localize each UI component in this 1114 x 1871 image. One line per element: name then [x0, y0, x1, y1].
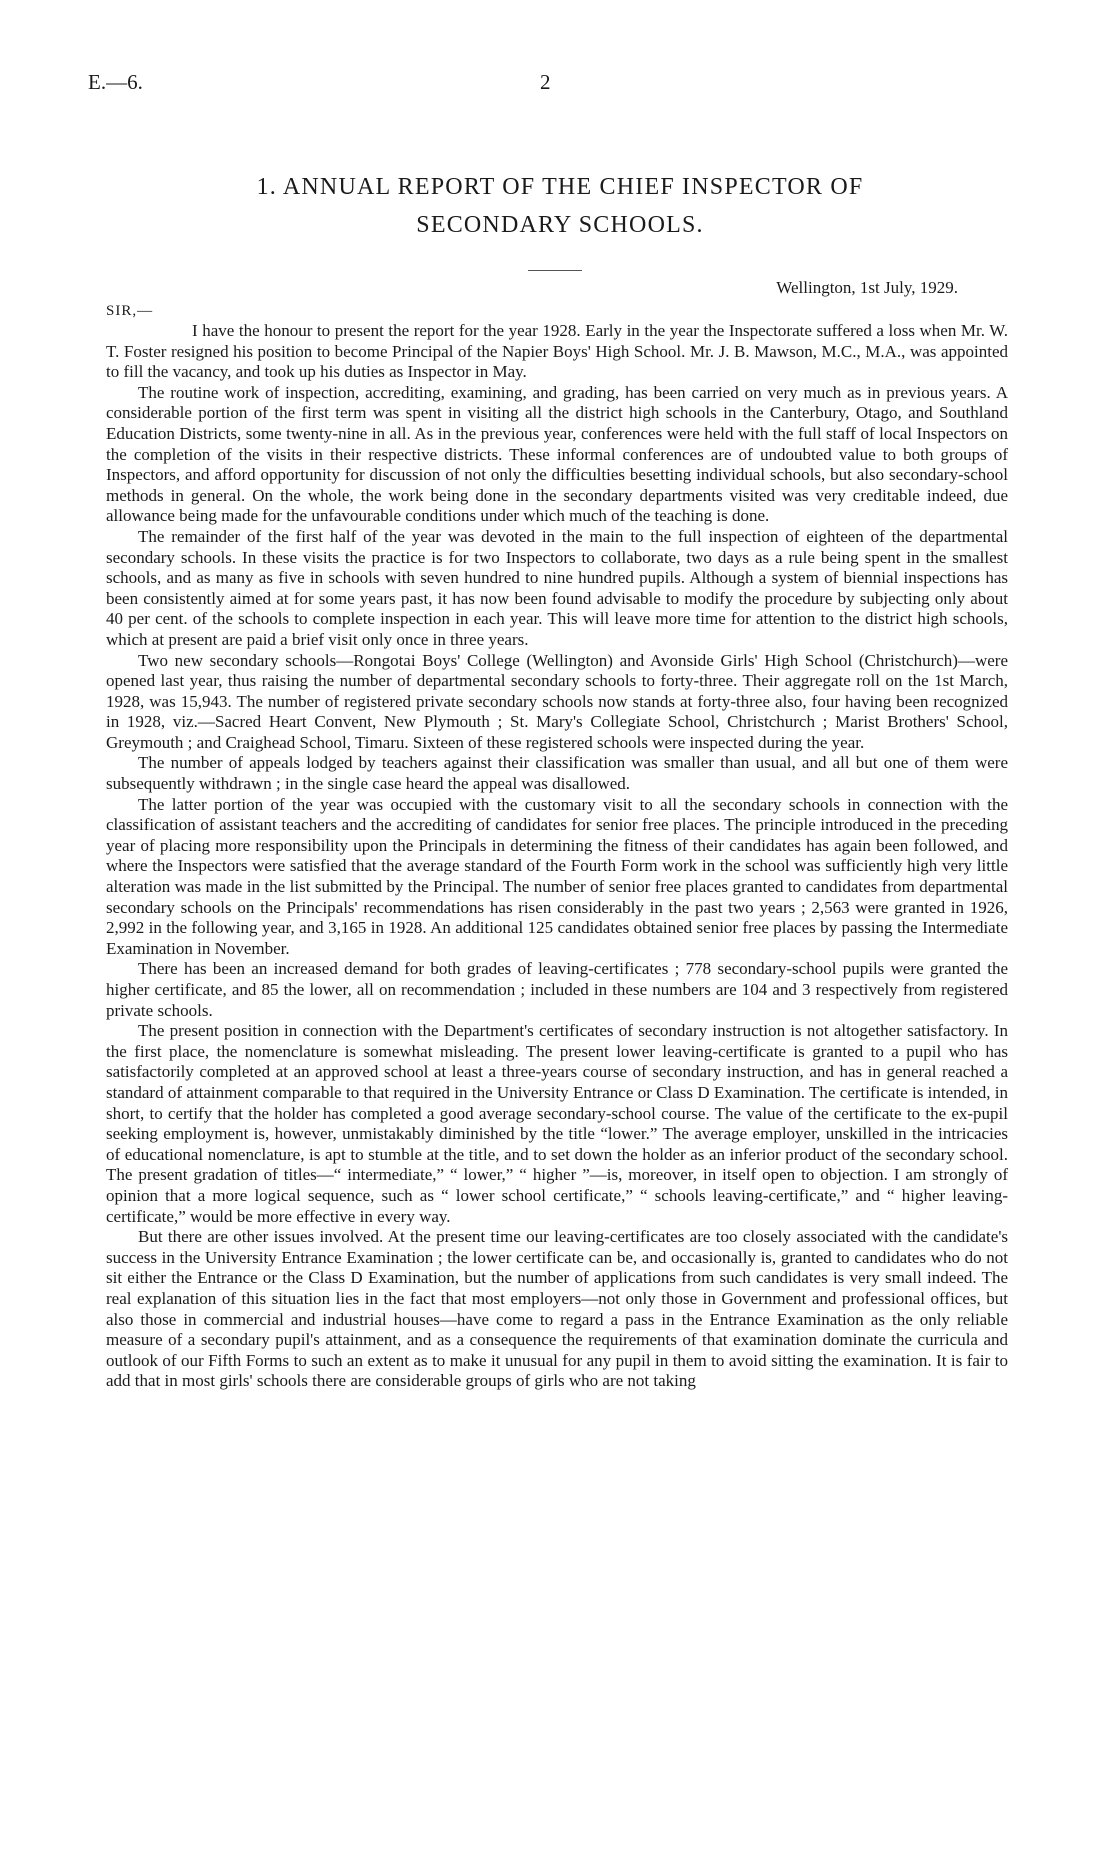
report-body [106, 321, 1008, 1392]
page-number: 2 [540, 70, 551, 94]
document-reference: E.—6. [88, 70, 143, 94]
paragraph-other-issues: But there are other issues involved. At the present time our leaving-certificates are too closely associated with the candidate's success in the University Entrance Examination ; the lower certificate can be, and occasionally is, granted to candidates who do not sit either the Entrance or the Class D Examination, but the number of applications from such candidates is very small indeed. The real explanation of this situation lies in the fact that most employers—not only those in Government and professional offices, but also those in commercial and industrial houses—have come to regard a pass in the Entrance Examination as the only reliable measure of a secondary pupil's attainment, and as a consequence the requirements of that examination dominate the curricula and outlook of our Fifth Forms to such an extent as to make it unusual for any pupil in them to avoid sitting the examination. It is fair to add that in most girls' schools there are considerable groups of girls who are not taking [106, 1227, 1008, 1391]
paragraph-certificate-nomenclature: The present position in connection with the Department's certificates of secondary instruction is not altogether satisfactory. In the first place, the nomenclature is somewhat misleading. The present lower leaving-certificate is granted to a pupil who has satisfactorily completed at an approved school at least a three-years course of secondary instruction, and has in general reached a standard of attainment comparable to that required in the University Entrance or Class D Examination. The certificate is intended, in short, to certify that the holder has completed a good average secondary-school course. The value of the certificate to the ex-pupil seeking employment is, however, unmistakably diminished by the title “lower.” The average employer, unskilled in the intricacies of educational nomenclature, is apt to stumble at the title, and to set down the holder as an inferior product of the secondary school. The present gradation of titles—“ intermediate,” “ lower,” “ higher ”—is, moreover, in itself open to objection. I am strongly of opinion that a more logical sequence, such as “ lower school certificate,” “ schools leaving-certificate,” and “ higher leaving-certificate,” would be more effective in every way. [106, 1021, 1008, 1226]
report-title-line-1: 1. ANNUAL REPORT OF THE CHIEF INSPECTOR OF [256, 174, 864, 200]
paragraph-introduction: I have the honour to present the report for the year 1928. Early in the year the Inspectorate suffered a loss when Mr. W. T. Foster resigned his position to become Principal of the Napier Boys' High School. Mr. J. B. Mawson, M.C., M.A., was appointed to fill the vacancy, and took up his duties as Inspector in May. [106, 321, 1008, 382]
title-divider [528, 270, 582, 271]
paragraph-inspections: The remainder of the first half of the year was devoted in the main to the full inspection of eighteen of the departmental secondary schools. In these visits the practice is for two Inspectors to collaborate, two days as a rule being spent in the smallest schools, and as many as five in schools with seven hundred to nine hundred pupils. Although a system of biennial inspections has been consistently aimed at for some years past, it has now been found advisable to modify the procedure by subjecting only about 40 per cent. of the schools to complete inspection in each year. This will leave more time for attention to the district high schools, which at present are paid a brief visit only once in three years. [106, 526, 1008, 649]
running-header [88, 70, 1008, 100]
report-title-line-2: SECONDARY SCHOOLS. [416, 212, 704, 238]
paragraph-free-places: The latter portion of the year was occupied with the customary visit to all the secondary schools in connection with the classification of assistant teachers and the accrediting of candidates for senior free places. The principle introduced in the preceding year of placing more responsibility upon the Principals in determining the fitness of their candidates has again been followed, and where the Inspectors were satisfied that the average standard of the Fourth Form work in the school was sufficiently high very little alteration was made in the list submitted by the Principal. The number of senior free places granted to candidates from departmental secondary schools on the Principals' recommendations has risen considerably in the past two years ; 2,563 were granted in 1926, 2,992 in the following year, and 3,165 in 1928. An additional 125 candidates obtained senior free places by passing the Intermediate Examination in November. [106, 794, 1008, 958]
paragraph-leaving-certificates: There has been an increased demand for both grades of leaving-certificates ; 778 secondary-school pupils were granted the higher certificate, and 85 the lower, all on recommendation ; included in these numbers are 104 and 3 respectively from registered private schools. [106, 959, 1008, 1020]
paragraph-appeals: The number of appeals lodged by teachers against their classification was smaller than usual, and all but one of them were subsequently withdrawn ; in the single case heard the appeal was disallowed. [106, 753, 1008, 794]
salutation: SIR,— [106, 303, 154, 319]
report-title [60, 168, 1060, 244]
paragraph-new-schools: Two new secondary schools—Rongotai Boys' College (Wellington) and Avonside Girls' High School (Christchurch)—were opened last year, thus raising the number of departmental secondary schools to forty-three. Their aggregate roll on the 1st March, 1928, was 15,943. The number of registered private secondary schools now stands at forty-three also, four having been recognized in 1928, viz.—Sacred Heart Convent, New Plymouth ; St. Mary's Collegiate School, Christchurch ; Marist Brothers' School, Greymouth ; and Craighead School, Timaru. Sixteen of these registered schools were inspected during the year. [106, 650, 1008, 752]
dateline: Wellington, 1st July, 1929. [776, 278, 958, 297]
paragraph-routine-work: The routine work of inspection, accrediting, examining, and grading, has been carried on very much as in previous years. A considerable portion of the first term was spent in visiting all the district high schools in the Canterbury, Otago, and Southland Education Districts, some twenty-nine in all. As in the previous year, conferences were held with the full staff of local Inspectors on the completion of the visits in their respective districts. These informal conferences are of undoubted value to both groups of Inspectors, and afford opportunity for discussion of not only the difficulties besetting individual schools, but also secondary-school methods in general. On the whole, the work being done in the secondary departments visited was very creditable indeed, due allowance being made for the unfavourable conditions under which much of the teaching is done. [106, 382, 1008, 526]
